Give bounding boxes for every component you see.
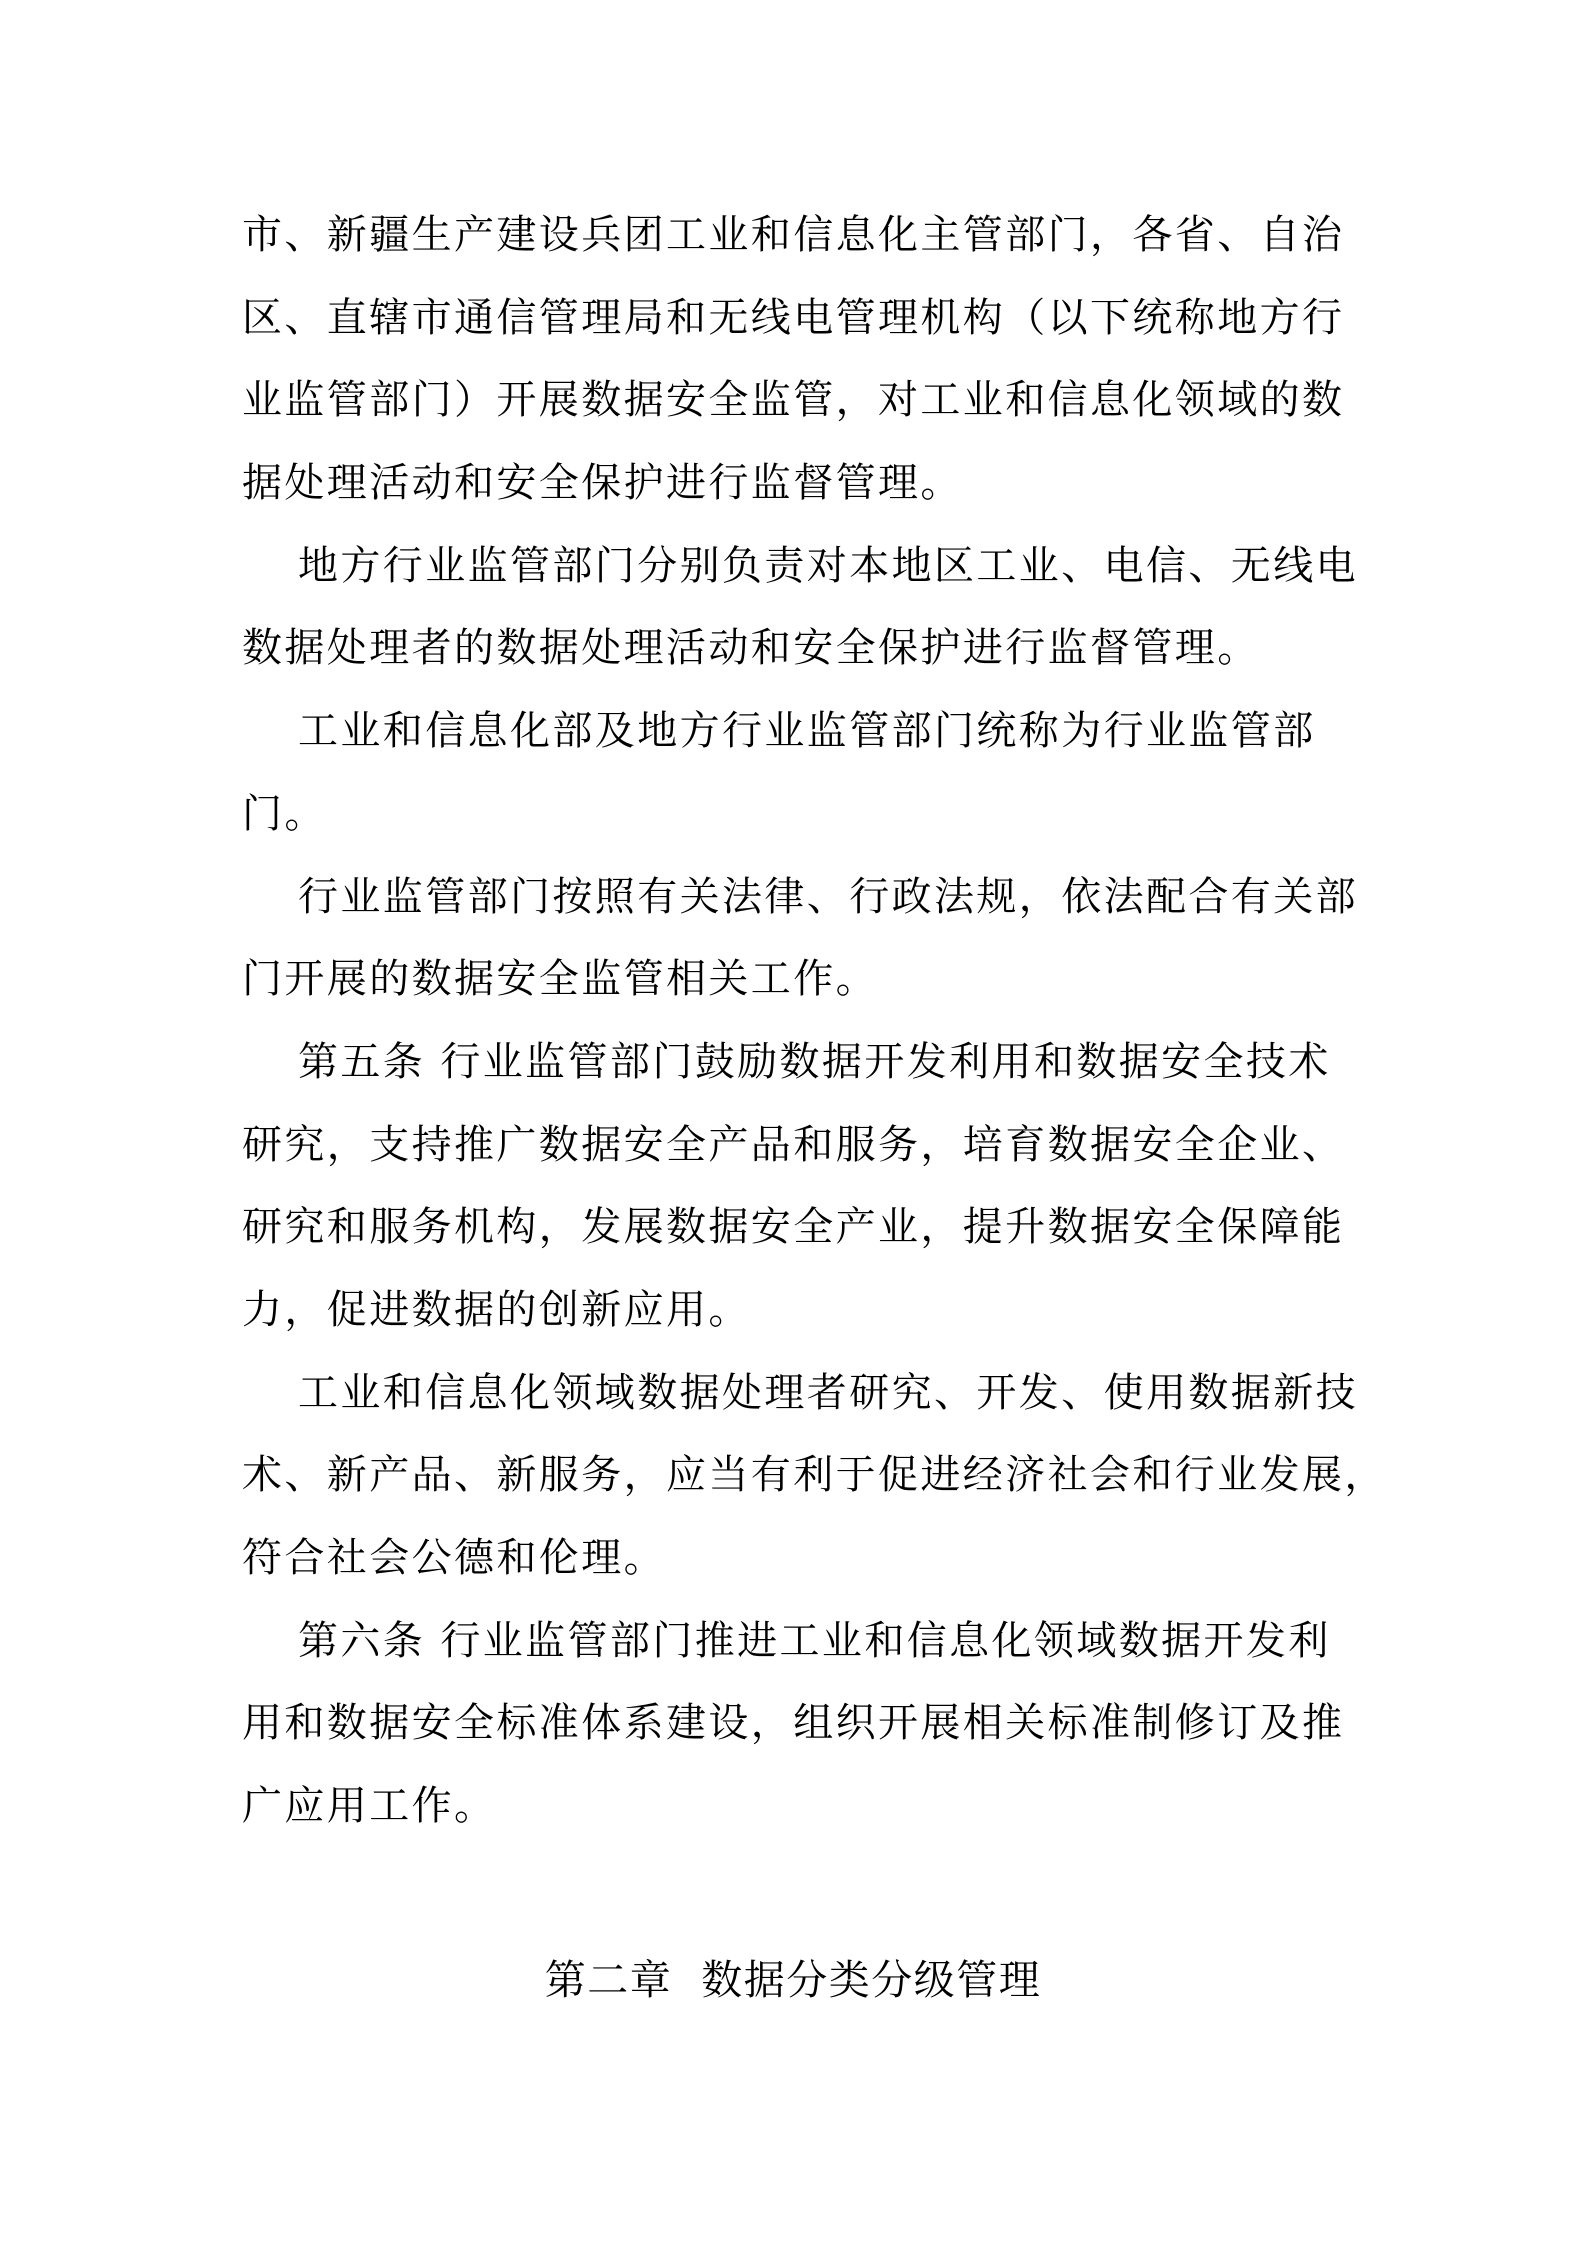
text-line: 术、新产品、新服务，应当有利于促进经济社会和行业发展， — [242, 1452, 1387, 1499]
text-line: 研究和服务机构，发展数据安全产业，提升数据安全保障能 — [242, 1204, 1345, 1251]
text-line: 业监管部门）开展数据安全监管，对工业和信息化领域的数 — [242, 377, 1345, 424]
paragraph-article-5-processors — [242, 1358, 1387, 1606]
text-line: 第五条 行业监管部门鼓励数据开发利用和数据安全技术 — [298, 1038, 1331, 1085]
text-line: 据处理活动和安全保护进行监督管理。 — [242, 460, 963, 507]
text-line: 研究，支持推广数据安全产品和服务，培育数据安全企业、 — [242, 1121, 1345, 1168]
paragraph-continuation — [242, 200, 1346, 531]
paragraph-cooperation — [242, 862, 1358, 1027]
text-line: 工业和信息化部及地方行业监管部门统称为行业监管部 — [298, 708, 1316, 755]
text-line: 第六条 行业监管部门推进工业和信息化领域数据开发利 — [298, 1617, 1331, 1664]
paragraph-article-6 — [242, 1606, 1346, 1854]
text-line: 用和数据安全标准体系建设，组织开展相关标准制修订及推 — [242, 1700, 1345, 1747]
text-line: 地方行业监管部门分别负责对本地区工业、电信、无线电 — [298, 542, 1358, 589]
paragraph-local-regulators — [242, 531, 1358, 696]
text-line: 数据处理者的数据处理活动和安全保护进行监督管理。 — [242, 625, 1260, 672]
text-line: 工业和信息化领域数据处理者研究、开发、使用数据新技 — [298, 1369, 1358, 1416]
paragraph-article-5 — [242, 1027, 1346, 1358]
text-line: 市、新疆生产建设兵团工业和信息化主管部门，各省、自治 — [242, 212, 1345, 258]
document-body — [242, 200, 1387, 1854]
text-line: 门开展的数据安全监管相关工作。 — [242, 956, 878, 1003]
text-line: 符合社会公德和伦理。 — [242, 1535, 666, 1581]
text-line: 力，促进数据的创新应用。 — [242, 1286, 751, 1333]
text-line: 区、直辖市通信管理局和无线电管理机构（以下统称地方行 — [242, 294, 1345, 341]
chapter-heading: 第二章 数据分类分级管理 — [544, 1956, 1042, 2004]
paragraph-collective-name — [242, 696, 1346, 861]
text-line: 行业监管部门按照有关法律、行政法规，依法配合有关部 — [298, 873, 1358, 920]
text-line: 门。 — [242, 790, 327, 837]
text-line: 广应用工作。 — [242, 1783, 497, 1830]
